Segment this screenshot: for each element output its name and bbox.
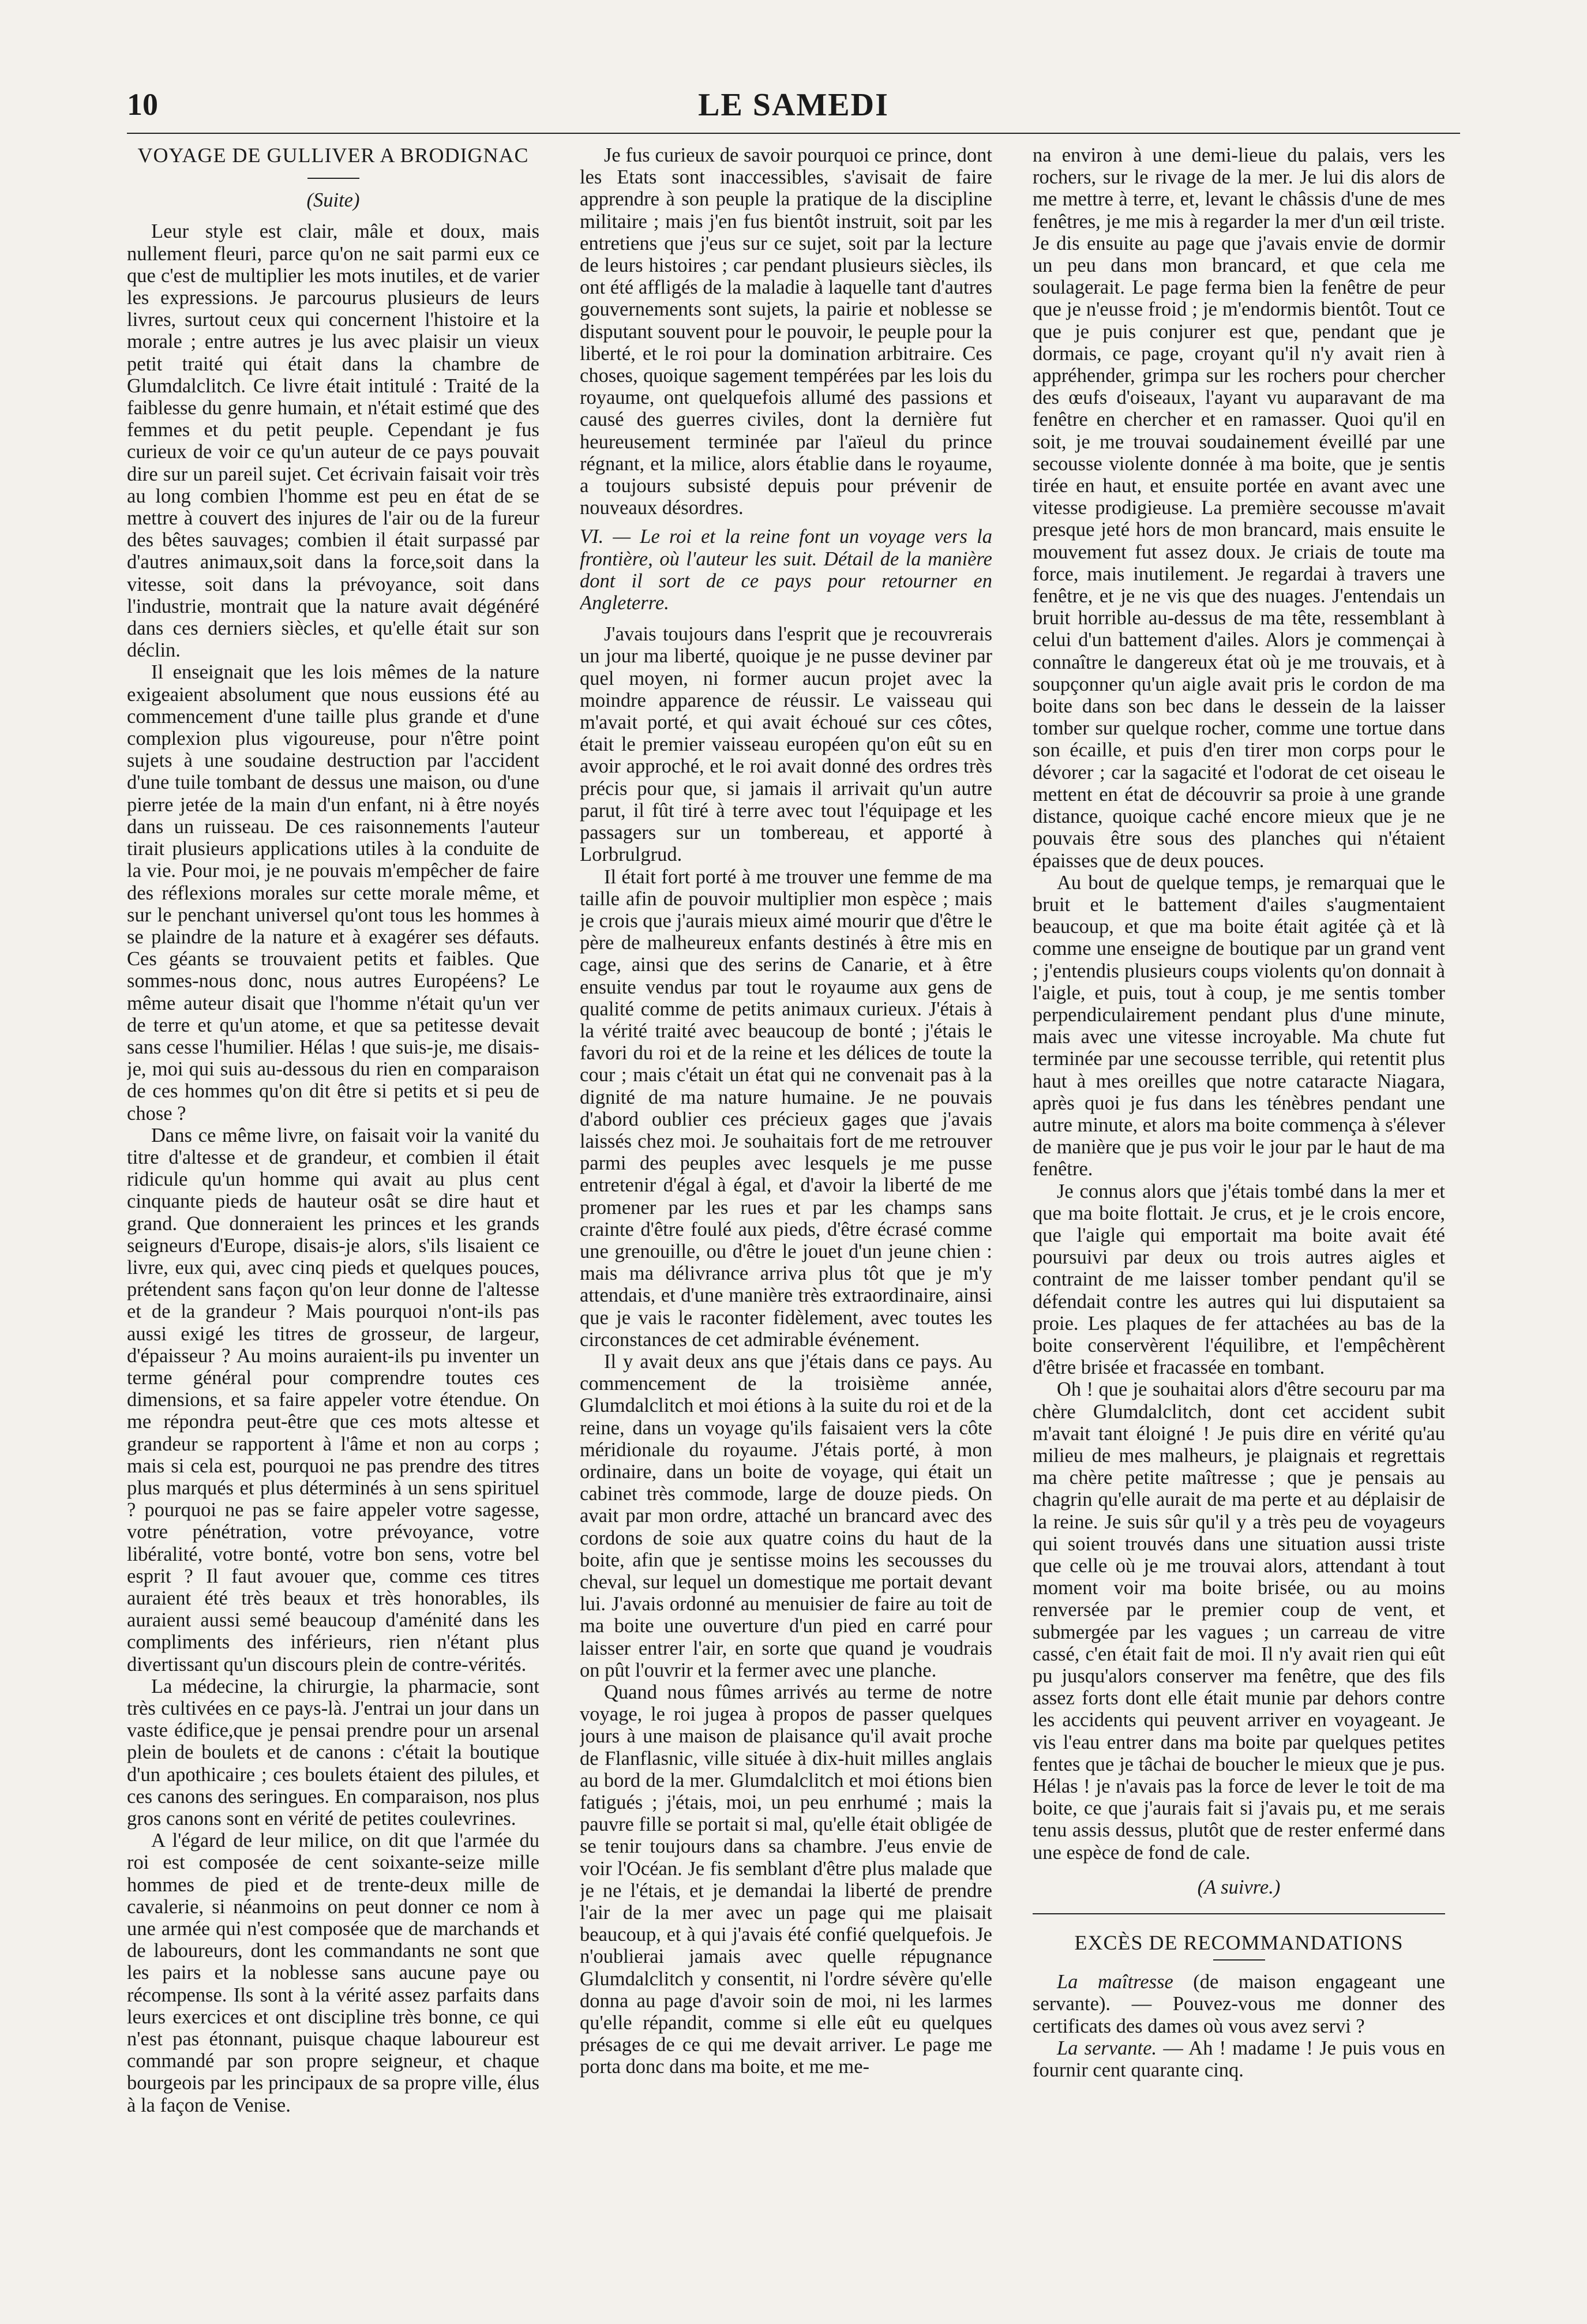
paragraph: Il enseignait que les lois mêmes de la nature exigeaient absolument que nous eussions été au commencement d'une taille plus grande et d'une complexion plus vigoureuse, pour n'être point sujets à une soudaine destruction par l'accident d'une tuile tombant de dessus une maison, ou d'une pierre jetée de la main d'un enfant, ni à être noyés dans un ruisseau. De ces raisonnements l'auteur tirait plusieurs applications utiles à la conduite de la vie. Pour moi, je ne pouvais m'empêcher de faire des réflexions morales sur cette morale même, et sur le penchant universel qu'ont tous les hommes à se plaindre de la nature et à exagérer ses défauts. Ces géants se trouvaient petits et faibles. Que sommes-nous donc, nous autres Européens? Le même auteur disait que l'homme n'était qu'un ver de terre et qu'un atome, et que sa petitesse devait sans cesse l'humilier. Hélas ! que suis-je, me disais-je, moi qui suis au-dessous du rien en comparaison de ces hommes qu'on dit être si petits et si peu de chose ? — [127, 661, 539, 1124]
page-header — [127, 87, 1460, 134]
paragraph: Il y avait deux ans que j'étais dans ce pays. Au commencement de la troisième année, Glumdalclitch et moi étions à la suite du roi et de la reine, dans un voyage qu'ils faisaient vers la côte méridionale du royaume. J'étais porté, à mon ordinaire, dans un boite de voyage, qui était un cabinet très commode, large de douze pieds. On avait par mon ordre, attaché un brancard avec des cordons de soie aux quatre coins du haut de la boite, afin que je sentisse moins les secousses du cheval, sur lequel un domestique me portait devant lui. J'avais ordonné au menuisier de faire au toit de ma boite une ouverture d'un pied en carré pour laisser entrer l'air, en sorte que quand je voudrais on pût l'ouvrir et la fermer avec une planche. — [580, 1350, 992, 1681]
journal-title: LE SAMEDI — [698, 87, 889, 123]
chapter-heading: VI. — Le roi et la reine font un voyage vers la frontière, où l'auteur les suit. Détail de la manière dont il sort de ce pays pour retourner en Angleterre. — [580, 526, 992, 614]
paragraph: Il était fort porté à me trouver une femme de ma taille afin de pouvoir multiplier mon espèce ; mais je crois que j'aurais mieux aimé mourir que d'être le père de malheureux enfants destinés à être mis en cage, ainsi que des serins de Canarie, et à être ensuite vendus par tout le royaume aux gens de qualité comme de petits animaux curieux. J'étais à la vérité traité avec beaucoup de bonté ; j'étais le favori du roi et de la reine et les délices de toute la cour ; mais c'était un état qui ne convenait pas à la dignité de ma nature humaine. Je ne pouvais d'abord oublier ces précieux gages que j'avais laissés chez moi. Je souhaitais fort de me retrouver parmi des peuples avec lesquels je me pusse entretenir d'égal à égal, et d'avoir la liberté de me promener par les rues et par les champs sans crainte d'être foulé aux pieds, d'être écrasé comme une grenouille, ou d'être le jouet d'un jeune chien : mais ma délivrance arriva plus tôt que je m'y attendais, et d'une manière très extraordinaire, ainsi que je vais le raconter fidèlement, avec toutes les circonstances de cet admirable événement. — [580, 865, 992, 1351]
paragraph: Leur style est clair, mâle et doux, mais nullement fleuri, parce qu'on ne sait parmi eux ce que c'est de multiplier les mots inutiles, et de varier les expressions. Je parcourus plusieurs de leurs livres, surtout ceux qui concernent l'histoire et la morale ; entre autres je lus avec plaisir un vieux petit traité qui était dans la chambre de Glumdalclitch. Ce livre était intitulé : Traité de la faiblesse du genre humain, et n'était estimé que des femmes et du petit peuple. Cependant je fus curieux de voir ce qu'un auteur de ce pays pouvait dire sur un pareil sujet. Cet écrivain faisait voir très au long combien l'homme est peu en état de se mettre à couvert des injures de l'air ou de la fureur des bêtes sauvages; combien il était surpassé par d'autres animaux,soit dans la force,soit dans la vitesse, soit dans la prévoyance, soit dans l'industrie, montrait que la nature avait dégénéré dans ces derniers siècles, et qu'elle était sur son déclin. — [127, 220, 539, 662]
column-1 — [127, 144, 539, 2256]
anecdote-speaker: La maîtresse — [1057, 1971, 1173, 1993]
anecdote-text: — Ah ! madame ! Je puis vous en fournir cent quarante cinq. — [1033, 2037, 1445, 2082]
paragraph: A l'égard de leur milice, on dit que l'armée du roi est composée de cent soixante-seize mille hommes de pied et de trente-deux mille de cavalerie, si néanmoins on peut donner ce nom à une armée qui n'est composée que de marchands et de laboureurs, dont les commandants ne sont que les pairs et la noblesse sans aucune paye ou récompense. Ils sont à la vérité assez parfaits dans leurs exercices et ont discipline très bonne, ce qui n'est pas étonnant, puisque chaque laboureur est commandé par son propre seigneur, et chaque bourgeois par les principaux de sa propre ville, élus à la façon de Venise. — [127, 1830, 539, 2116]
anecdote-text: (de maison engageant une servante). — Pouvez-vous me donner des certificats des dames où vous avez servi ? — [1033, 1971, 1445, 2037]
section-divider — [1033, 1913, 1445, 1914]
paragraph: Quand nous fûmes arrivés au terme de notre voyage, le roi jugea à propos de passer quelques jours à une maison de plaisance qu'il avait proche de Flanflasnic, ville située à dix-huit milles anglais au bord de la mer. Glumdalclitch et moi étions bien fatigués ; j'étais, moi, un peu enrhumé ; mais la pauvre fille se portait si mal, qu'elle était obligée de se tenir toujours dans sa chambre. J'eus envie de voir l'Océan. Je fis semblant d'être plus malade que je ne l'étais, et je demandai la liberté de prendre l'air de la mer avec un page qui me plaisait beaucoup, et à qui j'avais été confié quelquefois. Je n'oublierai jamais avec quelle répugnance Glumdalclitch y consentit, ni l'ordre sévère qu'elle donna au page d'avoir soin de moi, ni les larmes qu'elle répandit, comme si elle eût eu quelques présages de ce qui me devait arriver. Le page me porta donc dans ma boite, et me me- — [580, 1681, 992, 2078]
anecdote-title: EXCÈS DE RECOMMANDATIONS — [1074, 1931, 1404, 1955]
page-number: 10 — [127, 87, 158, 122]
paragraph: Dans ce même livre, on faisait voir la vanité du titre d'altesse et de grandeur, et combien il était ridicule qu'un homme qui avait au plus cent cinquante pieds de hauteur osât se dire haut et grand. Que donneraient les princes et les grands seigneurs d'Europe, disais-je alors, s'ils lisaient ce livre, eux qui, avec cinq pieds et quelques pouces, prétendent sans façon qu'on leur donne de l'altesse et de la grandeur ? Mais pourquoi n'ont-ils pas aussi exigé les titres de grosseur, de largeur, d'épaisseur ? Au moins auraient-ils pu inventer un terme général pour comprendre toutes ces dimensions, et sa faire appeler votre étendue. On me répondra peut-être que ces mots altesse et grandeur se rapportent à l'âme et non au corps ; mais si cela est, pourquoi ne pas prendre des titres plus marqués et plus déterminés à un sens spirituel ? pourquoi ne pas se faire appeler votre sagesse, votre pénétration, votre prévoyance, votre libéralité, votre bonté, votre bon sens, votre bel esprit ? Il faut avouer que, comme ces titres auraient été très beaux et très honorables, ils auraient aussi semé beaucoup d'aménité dans les compliments des inférieurs, rien n'étant plus divertissant qu'un discours plein de contre-vérités. — [127, 1124, 539, 1675]
article-title: VOYAGE DE GULLIVER A BRODIGNAC — [137, 144, 529, 167]
anecdote-line — [1033, 2037, 1445, 2081]
column-3 — [1033, 144, 1445, 2256]
column-2 — [580, 144, 992, 2256]
title-divider — [307, 178, 359, 179]
anecdote-line — [1033, 1971, 1445, 2037]
paragraph: na environ à une demi-lieue du palais, vers les rochers, sur le rivage de la mer. Je lui dis alors de me mettre à terre, et, levant le châssis d'une de mes fenêtres, je me mis à regarder la mer d'un œil triste. Je dis ensuite au page que j'avais envie de dormir un peu dans mon brancard, et que cela me soulagerait. Le page ferma bien la fenêtre de peur que je n'eusse froid ; je m'endormis bientôt. Tout ce que je puis conjurer est que, pendant que je dormais, ce page, croyant qu'il n'y avait rien à appréhender, grimpa sur les rochers pour chercher des œufs d'oiseaux, l'ayant vu auparavant de ma fenêtre en chercher et en ramasser. Quoi qu'il en soit, je me trouvai soudainement éveillé par une secousse violente donnée à ma boite, que je sentis tirée en haut, et ensuite portée en avant avec une vitesse prodigieuse. La première secousse m'avait presque jeté hors de mon brancard, mais ensuite le mouvement fut assez doux. Je criais de toute ma force, mais inutilement. Je regardai à travers une fenêtre, et je ne vis que des nuages. J'entendais un bruit horrible au-dessus de ma tête, ressemblant à celui d'un battement d'ailes. Alors je commençai à connaître le dangereux état où je me trouvais, et à soupçonner qu'un aigle avait pris le cordon de ma boite dans son bec dans le dessein de la laisser tomber sur quelque rocher, comme une tortue dans son écaille, et puis d'en tirer mon corps pour le dévorer ; car la sagacité et l'odorat de cet oiseau le mettent en état de découvrir sa proie à une grande distance, quoique caché encore mieux que je ne pouvais être sous des planches qui n'étaient épaisses que de deux pouces. — [1033, 144, 1445, 872]
anecdote-speaker: La servante. — [1057, 2037, 1157, 2059]
article-suite: (Suite) — [306, 189, 360, 212]
paragraph: Je fus curieux de savoir pourquoi ce prince, dont les Etats sont inaccessibles, s'avisait de faire apprendre à son peuple la pratique de la discipline militaire ; mais j'en fus bientôt instruit, soit par les entretiens que j'eus sur ce sujet, soit par la lecture de leurs histoires ; car pendant plusieurs siècles, ils ont été affligés de la maladie à laquelle tant d'autres gouvernements sont sujets, la pairie et noblesse se disputant souvent pour le pouvoir, le peuple pour la liberté, et le roi pour la domination arbitraire. Ces choses, quoique sagement tempérées par les lois du royaume, ont quelquefois allumé des passions et causé des guerres civiles, dont la dernière fut heureusement terminée par l'aïeul du prince régnant, et la milice, alors établie dans le royaume, a toujours subsisté depuis pour prévenir de nouveaux désordres. — [580, 144, 992, 519]
anecdote-divider — [1213, 1959, 1265, 1961]
paragraph: Oh ! que je souhaitai alors d'être secouru par ma chère Glumdalclitch, dont cet accident subit m'avait tant éloigné ! Je puis dire en vérité qu'au milieu de mes malheurs, je plaignais et regrettais ma chère petite maîtresse ; que je pensais au chagrin qu'elle aurait de ma perte et au déplaisir de la reine. Je suis sûr qu'il y a très peu de voyageurs qui soient trouvés dans une situation aussi triste que celle où je me trouvai alors, attendant à tout moment voir ma boite brisée, ou au moins renversée par le premier coup de vent, et submergée par les vagues ; un carreau de vitre cassé, c'en était fait de moi. Il n'y avait rien qui eût pu jusqu'alors conserver ma fenêtre, que des fils assez forts dont elle était munie par dehors contre les accidents qui peuvent arriver en voyageant. Je vis l'eau entrer dans ma boite par quelques petites fentes que je tâchai de boucher le mieux que je pus. Hélas ! je n'avais pas la force de lever le toit de ma boite, ce que j'aurais fait si j'avais pu, et me serais tenu assis dessus, plutôt que de rester enfermé dans une espèce de fond de cale. — [1033, 1378, 1445, 1864]
paragraph: Au bout de quelque temps, je remarquai que le bruit et le battement d'ailes s'augmentaient beaucoup, et que ma boite était agitée çà et là comme une enseigne de boutique par un grand vent ; j'entendis plusieurs coups violents qu'on donnait à l'aigle, et puis, tout à coup, je me sentis tomber perpendiculairement pendant plus d'une minute, mais avec une vitesse incroyable. Ma chute fut terminée par une secousse terrible, qui retentit plus haut à mes oreilles que notre cataracte Niagara, après quoi je fus dans les ténèbres pendant une autre minute, et alors ma boite commença à s'élever de manière que je pus voir le jour par le haut de ma fenêtre. — [1033, 871, 1445, 1180]
paragraph: La médecine, la chirurgie, la pharmacie, sont très cultivées en ce pays-là. J'entrai un jour dans un vaste édifice,que je pensai prendre pour un arsenal plein de boulets et de canons : c'était la boutique d'un apothicaire ; ces boulets étaient des pilules, et ces canons des seringues. En comparaison, nos plus gros canons sont en vérité de petites coulevrines. — [127, 1675, 539, 1830]
a-suivre-note: (A suivre.) — [1197, 1876, 1281, 1898]
paragraph: Je connus alors que j'étais tombé dans la mer et que ma boite flottait. Je crus, et je le crois encore, que l'aigle qui emportait ma boite avait été poursuivi par deux ou trois autres aigles et contraint de me laisser tomber pendant qu'il se défendait contre les autres qui lui disputaient sa proie. Les plaques de fer attachées au bas de la boite conservèrent l'équilibre, et l'empêchèrent d'être brisée et fracassée en tombant. — [1033, 1180, 1445, 1379]
paragraph: J'avais toujours dans l'esprit que je recouvrerais un jour ma liberté, quoique je ne pusse deviner par quel moyen, ni former aucun projet avec la moindre apparence de réussir. Le vaisseau qui m'avait porté, et qui avait échoué sur ces côtes, était le premier vaisseau européen qu'on eût su en avoir approché, et le roi avait donné des ordres très précis pour que, si jamais il arrivait qu'un autre parut, il fût tiré à terre avec tout l'équipage et les passagers sur un tombereau, et apporté à Lorbrulgrud. — [580, 623, 992, 866]
